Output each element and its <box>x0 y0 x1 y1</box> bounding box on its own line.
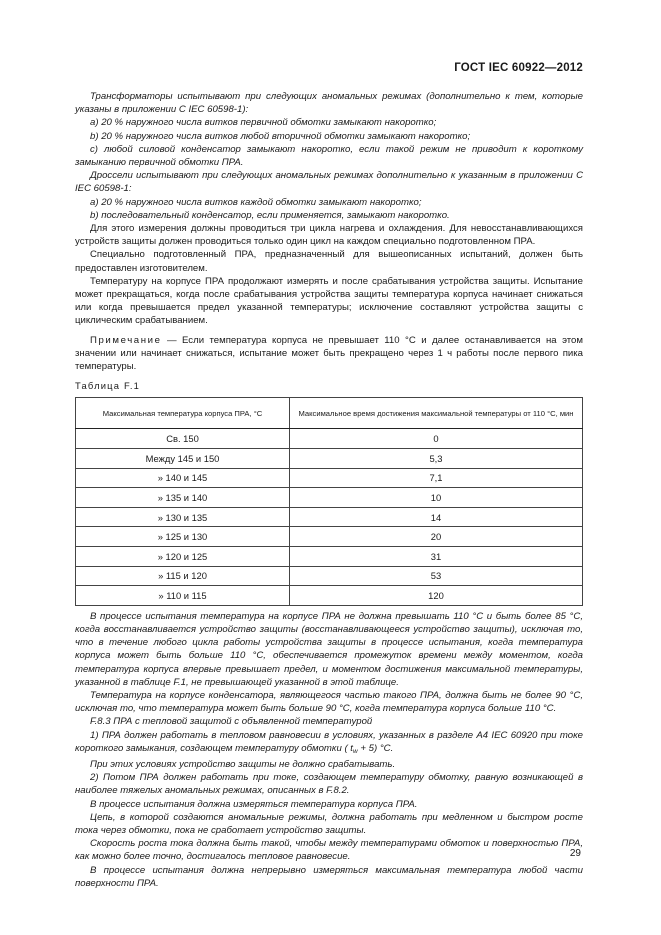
table-row <box>76 547 583 567</box>
paragraph: В процессе испытания должна измеряться температура корпуса ПРА. <box>90 798 418 810</box>
time-cell: 14 <box>290 507 583 527</box>
paragraph: Специально подготовленный ПРА, предназначенный для вышеописанных испытаний, должен быть предоставлен изготовителем. <box>75 249 583 274</box>
paragraph: 2) Потом ПРА должен работать при токе, создающем температуру обмотку, равную возникающей в наиболее тяжелых аномальных режимах, описанных в F.8.2. <box>75 772 583 797</box>
paragraph: В процессе испытания температура на корпусе ПРА не должна превышать 110 °С и быть более 85 °С, когда восстанавливается устройство защиты (восстанавливающееся устройство защиты), исключая то, что в течение любого цикла работы устройства защиты в процессе испытания, когда температура корпуса может быть больше 110 °С, обеспечивается промежуток времени между моментом, когда температура корпуса впервые превышает предел, и моментом достижения максимальной температуры, указанной в таблице F.1, не превышающей указанной в этой таблице. <box>75 610 583 688</box>
paragraph: b) 20 % наружного числа витков любой вторичной обмотки замыкают накоротко; <box>90 130 471 142</box>
paragraph: b) последовательный конденсатор, если применяется, замыкают накоротко. <box>90 209 450 221</box>
paragraph: Для этого измерения должны проводиться три цикла нагрева и охлаждения. Для невосстанавливающихся устройств защиты должен проводиться только один цикл на каждом специально подготовленном ПРА. <box>75 223 583 248</box>
page-number: 29 <box>569 848 581 859</box>
time-cell: 20 <box>290 527 583 547</box>
time-cell: 120 <box>290 586 583 606</box>
table-header-cell: Максимальная температура корпуса ПРА, °С <box>76 398 290 429</box>
paragraph: При этих условиях устройство защиты не должно срабатывать. <box>90 759 396 771</box>
paragraph: Трансформаторы испытывают при следующих аномальных режимах (дополнительно к тем, которые указаны в приложении С IEC 60598-1): <box>75 91 583 116</box>
table-row <box>76 429 583 449</box>
table-row <box>76 468 583 488</box>
note-text: — Если температура корпуса не превышает 110 °С и далее останавливается на этом значении или начинает снижаться, испытание может быть прекращено через 1 ч работы после первого пика температуры. <box>75 334 583 373</box>
table-header-cell: Максимальное время достижения максимальной температуры от 110 °С, мин <box>290 398 583 429</box>
table-f1 <box>75 397 583 605</box>
temperature-cell: » 125 и 130 <box>76 527 290 547</box>
temperature-cell: » 130 и 135 <box>76 507 290 527</box>
time-cell: 53 <box>290 566 583 586</box>
paragraph <box>75 729 583 758</box>
temperature-cell: » 115 и 120 <box>76 566 290 586</box>
table-header-row <box>76 398 583 429</box>
note-paragraph <box>75 334 583 374</box>
time-cell: 31 <box>290 547 583 567</box>
table-row <box>76 507 583 527</box>
time-cell: 5,3 <box>290 449 583 469</box>
paragraph: Дроссели испытывают при следующих аномальных режимах дополнительно к указанным в приложении С IEC 60598-1: <box>75 170 583 195</box>
paragraph: Температуру на корпусе ПРА продолжают измерять и после срабатывания устройства защиты. Испытание может прекращаться, когда после срабатывания устройства защиты температура корпуса начинает снижаться или когда превышается предел указанной температуры; исключение составляют устройства защиты с циклическим срабатыванием. <box>75 275 583 327</box>
paragraph-text: + 5) °С. <box>357 742 394 754</box>
time-cell: 0 <box>290 429 583 449</box>
bottom-paragraphs <box>75 610 583 890</box>
paragraph-text: 1) ПРА должен работать в тепловом равновесии в условиях, указанных в разделе А4 IEC 60920 при токе короткого замыкания, создающем температуру обмотки ( t <box>75 729 583 754</box>
table-row <box>76 488 583 508</box>
paragraph: Цепь, в которой создаются аномальные режимы, должна работать при медленном и быстром росте тока через обмотки, пока не сработает устройство защиты. <box>75 811 583 837</box>
temperature-cell: » 140 и 145 <box>76 468 290 488</box>
paragraph: a) 20 % наружного числа витков первичной обмотки замыкают накоротко; <box>90 117 437 129</box>
top-paragraphs <box>75 90 583 328</box>
paragraph: c) любой силовой конденсатор замыкают накоротко, если такой режим не приводит к короткому замыканию первичной обмотки ПРА. <box>75 143 583 169</box>
table-caption: Таблица F.1 <box>75 380 141 392</box>
document-code-header: ГОСТ IEC 60922—2012 <box>454 62 583 74</box>
page-content <box>75 90 583 890</box>
table-row <box>76 586 583 606</box>
paragraph: F.8.3 ПРА с тепловой защитой с объявленной температурой <box>90 716 373 728</box>
table-row <box>76 449 583 469</box>
paragraph: Температура на корпусе конденсатора, являющегося частью такого ПРА, должна быть не более 90 °С, исключая то, что температура может быть больше 90 °С, когда температура корпуса больше 110 °С. <box>75 690 583 715</box>
temperature-cell: Св. 150 <box>76 429 290 449</box>
time-cell: 10 <box>290 488 583 508</box>
temperature-cell: Между 145 и 150 <box>76 449 290 469</box>
paragraph: Скорость роста тока должна быть такой, чтобы между температурами обмоток и поверхностью ПРА, как можно более точно, достигалось тепловое равновесие. <box>75 838 583 863</box>
time-cell: 7,1 <box>290 468 583 488</box>
temperature-cell: » 135 и 140 <box>76 488 290 508</box>
table-row <box>76 566 583 586</box>
note-label: Примечание <box>90 334 162 346</box>
paragraph: a) 20 % наружного числа витков каждой обмотки замыкают накоротко; <box>90 196 422 208</box>
paragraph: В процессе испытания должна непрерывно измеряться максимальная температура любой части поверхности ПРА. <box>75 864 583 889</box>
subscript: w <box>352 747 358 755</box>
temperature-cell: » 120 и 125 <box>76 547 290 567</box>
temperature-cell: » 110 и 115 <box>76 586 290 606</box>
table-row <box>76 527 583 547</box>
